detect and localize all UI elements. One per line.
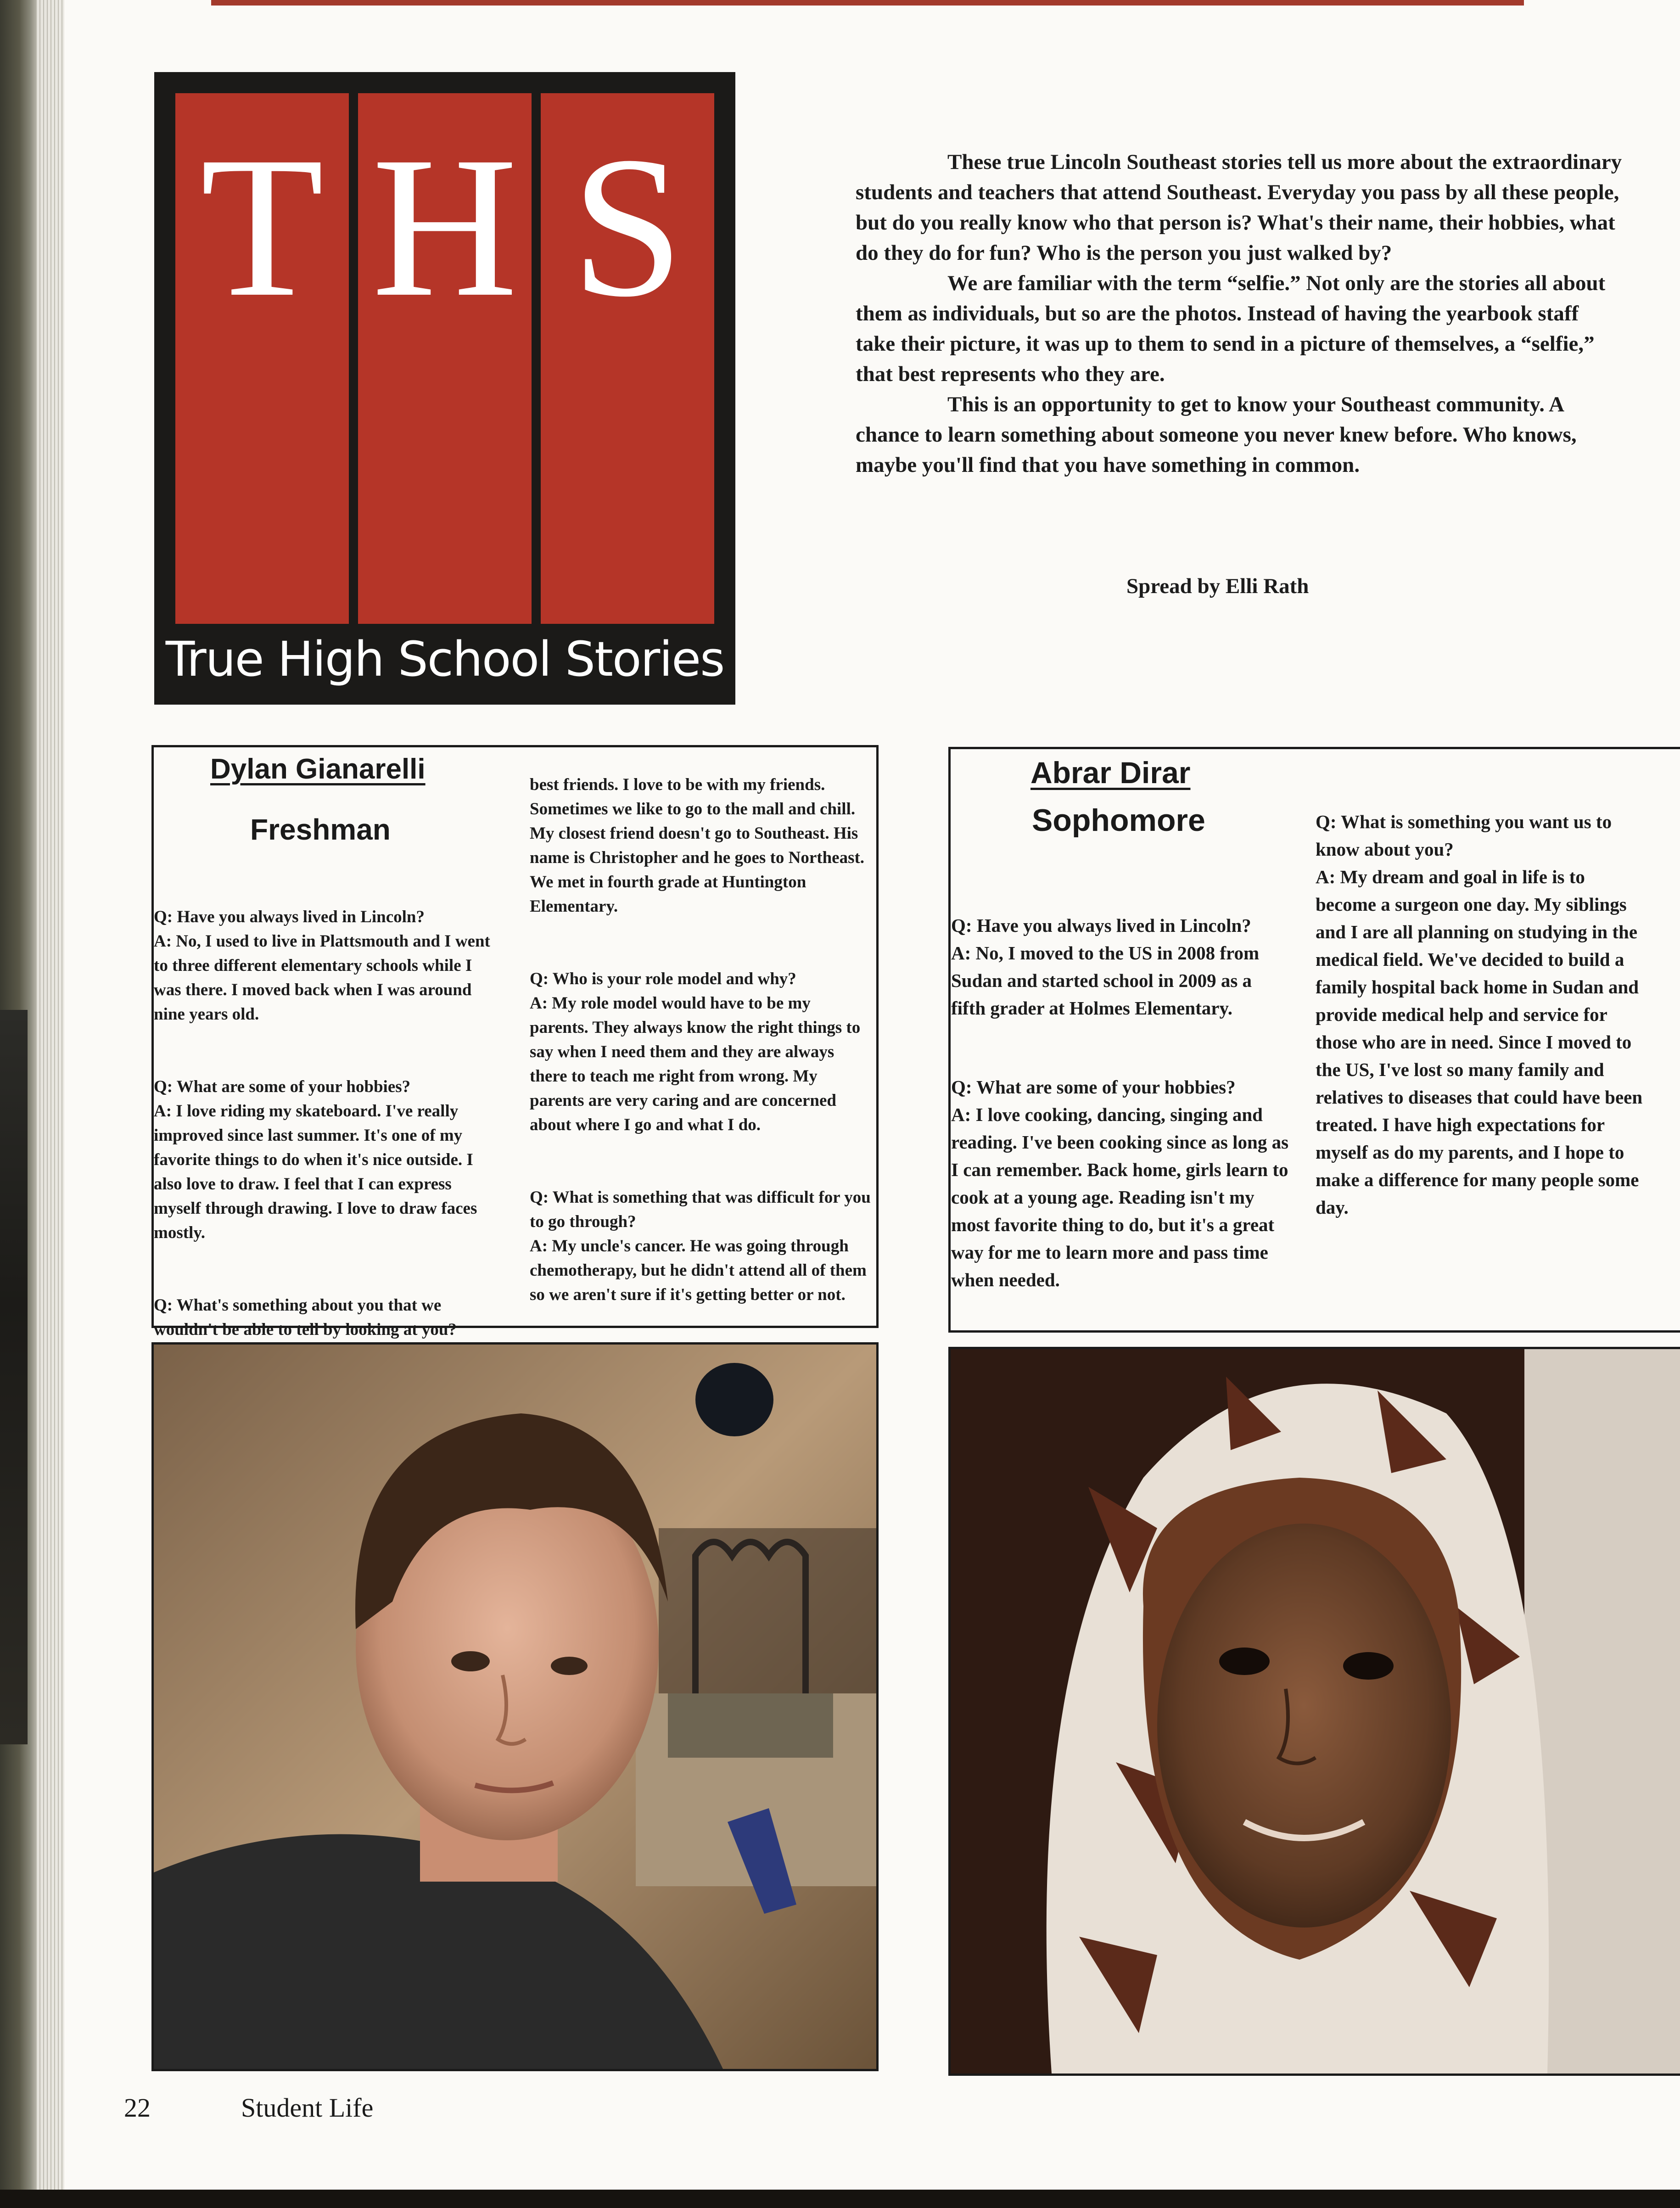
logo-panel-s	[541, 93, 714, 624]
logo-tagline: True High School Stories	[165, 631, 724, 687]
dylan-selfie-photo	[151, 1342, 879, 2071]
abrar-column-2	[1316, 780, 1646, 1272]
dylan-name: Dylan Gianarelli	[210, 753, 426, 785]
logo-letter-h: H	[372, 115, 518, 339]
qa-block: Q: Have you always lived in Lincoln? A: No, I used to live in Plattsmouth and I went to three different elementary schools while I was there. I moved back when I was around nine years old.	[154, 908, 490, 1024]
qa-block: Q: Have you always lived in Lincoln? A: No, I moved to the US in 2008 from Sudan and started school in 2009 as a fifth grader at Holmes Elementary.	[951, 915, 1260, 1019]
page-number: 22	[124, 2093, 151, 2123]
qa-block: Q: What is something you want us to know about you? A: My dream and goal in life is to become a surgeon one day. My siblings and I are all planning on studying in the medical field. We've decided to build a family hospital back home in Sudan and provide medical help and service for those who are in need. Since I moved to the US, I've lost so many family and relatives to diseases that could have been treated. I have high expectations for myself as do my parents, and I hope to make a difference for many people some day.	[1316, 811, 1643, 1218]
logo-panel-t	[175, 93, 349, 624]
abrar-name: Abrar Dirar	[1030, 756, 1191, 790]
abrar-column-1	[951, 884, 1291, 1345]
ths-logo	[154, 72, 735, 705]
intro-paragraph: These true Lincoln Southeast stories tell us more about the extraordinary students and teachers that attend Southeast. Everyday you pass by all these people, but do you really know who that person is? What's their name, their hobbies, what do they do for fun? Who is the person you just walked by?	[856, 150, 1622, 265]
qa-block: Q: What are some of your hobbies? A: I love riding my skateboard. I've really improved since last summer. It's one of my favorite things to do when it's nice outside. I also love to draw. I feel that I can express myself through drawing. I love to draw faces mostly.	[154, 1077, 477, 1242]
bottom-edge-strip	[0, 2190, 1680, 2208]
intro-paragraph: This is an opportunity to get to know your Southeast community. A chance to learn something about someone you never knew before. Who knows, maybe you'll find that you have something in common.	[856, 392, 1577, 477]
logo-letter-s: S	[571, 115, 684, 339]
logo-panel-h	[358, 93, 532, 624]
intro-text	[856, 147, 1622, 480]
qa-block: best friends. I love to be with my friends. Sometimes we like to go to the mall and chill. My closest friend doesn't go to Southeast. His name is Christopher and he goes to Northeast. We met in fourth grade at Huntington Elementary.	[530, 775, 865, 916]
section-title: Student Life	[241, 2093, 374, 2123]
spine-shadow	[0, 1010, 28, 1744]
qa-block: Q: What are some of your hobbies? A: I love cooking, dancing, singing and reading. I've been cooking since as long as I can remember. Back home, girls learn to cook at a young age. Reading isn't my most favorite thing to do, but it's a great way for me to learn more and pass time when needed.	[951, 1076, 1289, 1290]
dylan-column-2	[530, 748, 872, 1355]
qa-block: Q: What's something about you that we wouldn't be able to tell by looking at you?	[154, 1296, 457, 1339]
abrar-selfie-photo	[948, 1347, 1680, 2076]
abrar-grade: Sophomore	[1032, 803, 1205, 838]
intro-paragraph: We are familiar with the term “selfie.” Not only are the stories all about them as individuals, but so are the photos. Instead of having the yearbook staff take their picture, it was up to them to send in a picture of themselves, a “selfie,” that best represents who they are.	[856, 271, 1606, 386]
logo-letter-t: T	[200, 115, 324, 339]
page-edges	[37, 0, 64, 2208]
dylan-grade: Freshman	[250, 813, 391, 846]
qa-block: Q: Who is your role model and why? A: My role model would have to be my parents. They always know the right things to say when I need them and they are always there to teach me right from wrong. My parents are very caring and are concerned about where I go and what I do.	[530, 970, 861, 1134]
top-edge-strip	[211, 0, 1524, 6]
qa-block: Q: What is something that was difficult for you to go through? A: My uncle's cancer. He was going through chemotherapy, but he didn't attend all of them so we aren't sure if it's getting better or not.	[530, 1188, 871, 1304]
spread-credit: Spread by Elli Rath	[1126, 574, 1309, 598]
